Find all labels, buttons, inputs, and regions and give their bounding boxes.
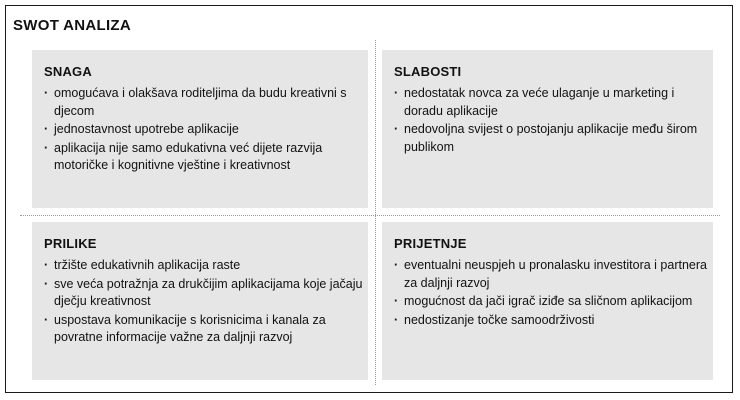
threats-item: · eventualni neuspjeh u pronalasku investitora i partnera za daljnji razvoj — [394, 257, 713, 292]
strengths-item: · jednostavnost upotrebe aplikacije — [44, 121, 368, 139]
threats-item: · nedostizanje točke samoodrživosti — [394, 312, 713, 330]
opportunities-item: · uspostava komunikacije s korisnicima i kanala za povratne informacije važne za daljnji razvoj — [44, 312, 368, 347]
threats-heading: PRIJETNJE — [394, 236, 467, 251]
opportunities-item: · tržište edukativnih aplikacija raste — [44, 257, 368, 275]
horizontal-divider — [20, 215, 720, 216]
weaknesses-heading: SLABOSTI — [394, 64, 462, 79]
opportunities-item: · sve veća potražnja za drukčijim aplikacijama koje jačaju dječju kreativnost — [44, 276, 368, 311]
opportunities-heading: PRILIKE — [44, 236, 97, 251]
strengths-list — [44, 85, 368, 175]
swot-title: SWOT ANALIZA — [13, 17, 132, 34]
weaknesses-item: · nedovoljna svijest o postojanju aplikacije među širom publikom — [394, 121, 713, 156]
strengths-heading: SNAGA — [44, 64, 92, 79]
quadrant-strengths — [32, 50, 368, 208]
weaknesses-item: · nedostatak novca za veće ulaganje u marketing i doradu aplikacije — [394, 85, 713, 120]
strengths-item: · aplikacija nije samo edukativna već dijete razvija motoričke i kognitivne vještine i kreativnost — [44, 140, 368, 175]
quadrant-threats — [382, 222, 713, 380]
threats-list — [394, 257, 713, 329]
threats-item: · mogućnost da jači igrač iziđe sa sličnom aplikacijom — [394, 293, 713, 311]
opportunities-list — [44, 257, 368, 347]
strengths-item: · omogućava i olakšava roditeljima da budu kreativni s djecom — [44, 85, 368, 120]
vertical-divider — [375, 40, 376, 385]
quadrant-weaknesses — [382, 50, 713, 208]
weaknesses-list — [394, 85, 713, 156]
quadrant-opportunities — [32, 222, 368, 380]
